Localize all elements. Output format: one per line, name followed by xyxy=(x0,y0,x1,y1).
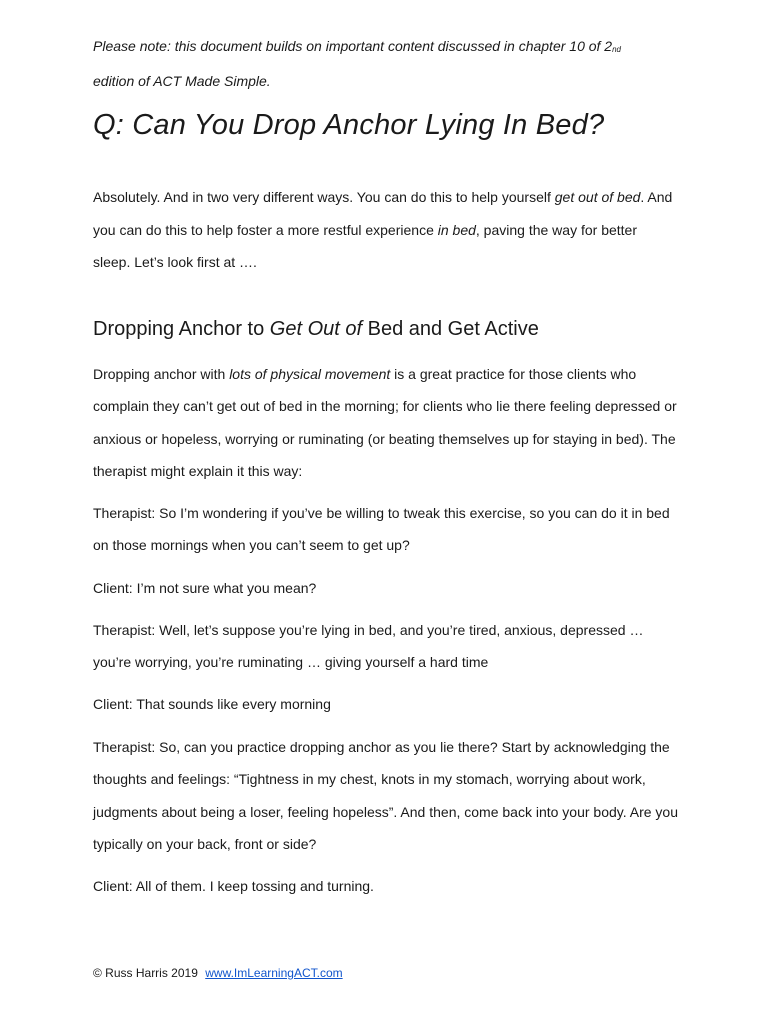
section-heading-emphasis: Get Out of xyxy=(269,318,363,340)
dialogue-therapist-1: Therapist: So I’m wondering if you’ve be willing to tweak this exercise, so you can do it in bed on those mornings when you can’t seem to get up? xyxy=(93,505,670,554)
dialogue-client-1: Client: I’m not sure what you mean? xyxy=(93,580,317,596)
page-title: Q: Can You Drop Anchor Lying In Bed? xyxy=(93,109,605,141)
note-superscript: nd xyxy=(612,45,621,54)
section-heading-text-2: Bed and Get Active xyxy=(362,318,539,340)
dialogue-client-2: Client: That sounds like every morning xyxy=(93,696,331,712)
intro-emphasis-2: in bed xyxy=(437,221,476,238)
section-heading-text-1: Dropping Anchor to xyxy=(93,318,270,340)
intro-emphasis-1: get out of bed xyxy=(554,189,641,205)
intro-text-3: , paving the way for better sleep. Let’s look first at …. xyxy=(93,221,637,270)
paragraph-1-text-2: is a great practice for those clients who complain they can’t get out of bed in the morning; for clients who lie there feeling depressed or anxious or hopeless, worrying or ruminating (or beating themselves up for staying in bed). The therapist might explain it this way: xyxy=(93,366,677,479)
website-link[interactable]: www.ImLearningACT.com xyxy=(205,966,343,980)
intro-paragraph xyxy=(93,181,673,279)
intro-text-2: . And you can do this to help foster a more restful experience xyxy=(93,189,673,238)
page-footer xyxy=(93,964,343,982)
note-text-end: edition of ACT Made Simple. xyxy=(93,73,271,89)
dialogue-therapist-3: Therapist: So, can you practice dropping anchor as you lie there? Start by acknowledging the thoughts and feelings: “Tightness in my chest, knots in my stomach, worrying about work, judgments about being a loser, feeling hopeless”. And then, come back into your body. Are you typically on your back, front or side? xyxy=(93,739,679,852)
dialogue-client-3: Client: All of them. I keep tossing and turning. xyxy=(93,878,374,894)
chapter-note xyxy=(93,30,683,97)
intro-text-1: Absolutely. And in two very different ways. You can do this to help yourself xyxy=(93,189,555,205)
section-heading xyxy=(93,314,539,344)
note-text-start: Please note: this document builds on important content discussed in chapter 10 of 2 xyxy=(93,38,613,54)
paragraph-dropping-anchor xyxy=(93,358,683,487)
paragraph-1-emphasis: lots of physical movement xyxy=(229,366,391,382)
dialogue-therapist-2: Therapist: Well, let’s suppose you’re lying in bed, and you’re tired, anxious, depressed … you’re worrying, you’re ruminating … giving yourself a hard time xyxy=(93,622,644,671)
copyright-text: © Russ Harris 2019 xyxy=(93,966,198,980)
paragraph-1-text-1: Dropping anchor with xyxy=(93,366,230,382)
